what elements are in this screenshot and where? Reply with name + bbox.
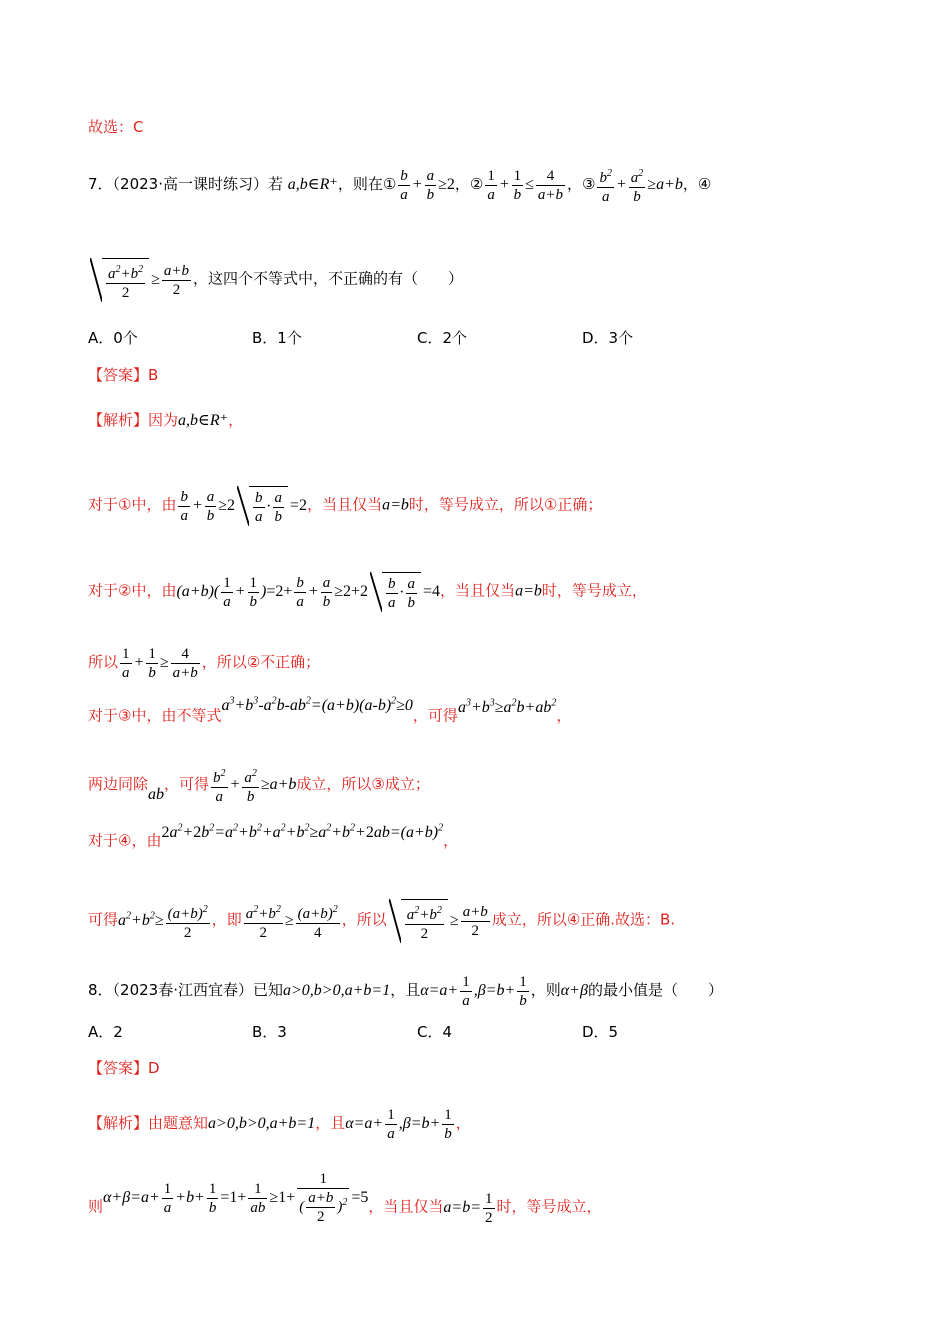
q8-condition: a>0,b>0,a+b=1 — [283, 982, 391, 1000]
q7-l7-mid1: ，即 — [211, 910, 242, 929]
q7-option-d: D．3个 — [582, 329, 634, 347]
q7-l2-post: ，当且仅当 — [440, 581, 516, 600]
q8-option-a: A．2 — [88, 1023, 123, 1041]
q7-l5-pre: 两边同除 — [88, 775, 149, 794]
q7-l6-pre: 对于④，由 — [88, 831, 162, 850]
q7-l1-post: ，当且仅当 — [307, 495, 383, 514]
q8-tail1: ，且 — [390, 981, 421, 1000]
q8-tail2: ，则 — [530, 981, 561, 1000]
q8-number: 8． — [88, 981, 113, 1000]
q7-analysis-line2 — [88, 572, 647, 612]
q7-source: （2023·高一课时练习）若 — [112, 175, 283, 194]
q7-l6-end: ， — [443, 831, 459, 850]
q7-ineq4-prefix: ，④ — [682, 175, 712, 194]
q7-l7-pre: 可得 — [88, 910, 119, 929]
q7-analysis-line4 — [88, 696, 572, 726]
q7-tail1: ，则在① — [337, 175, 397, 194]
q7-analysis-set: a,b∈R⁺ — [178, 412, 229, 429]
q7-l2-formula: (a+b)( $\frac{1}{a}$ + $\frac{1}{b}$ )=2+ $\frac{b}{a}$ + $\frac{a}{b}$ ≥2+2 $\frac{b}{a}$ · $\frac{a}{b}$ =4 — [176, 583, 440, 600]
q7-analysis-line5 — [88, 765, 430, 806]
q7-l7-mid2: ，所以 — [341, 910, 387, 929]
q7-analysis-line7 — [88, 899, 675, 943]
q8-analysis-label: 【解析】由题意知 — [88, 1114, 209, 1133]
q7-l2-pre: 对于②中，由 — [88, 581, 177, 600]
q8-tail3: 的最小值是（ ） — [587, 981, 723, 1000]
q7-l4-post: ，可得 — [412, 706, 458, 725]
q7-tail2: ，这四个不等式中，不正确的有（ ） — [193, 269, 464, 288]
q8-analysis-line1 — [88, 1171, 602, 1236]
q8-source: （2023春·江西宜春）已知 — [112, 981, 283, 1000]
q7-analysis-label: 【解析】因为 — [88, 411, 179, 429]
q7-ineq2: $\frac{1}{a}$ + $\frac{1}{b}$ ≤ $\frac{4}{a+b}$ — [487, 168, 564, 203]
q7-l4-end: ， — [556, 706, 572, 725]
q7-l7-formula1: $a^2+b^2\ge$ $\frac{(a+b)^2}{2}$ — [118, 912, 212, 929]
q7-l2-eq: a=b — [515, 582, 542, 600]
q7-stem — [88, 165, 711, 206]
q8-sum: α+β — [560, 982, 588, 1000]
q7-stem-line2 — [88, 258, 463, 302]
q8-l1-post: ，当且仅当 — [368, 1197, 444, 1216]
q7-ineq3-prefix: ，③ — [567, 175, 596, 194]
q8-answer — [88, 1058, 160, 1078]
q7-ineq3: $\frac{b^2}{a}$ + $\frac{a^2}{b}$ ≥a+b — [595, 176, 682, 193]
q8-l1-end: 时，等号成立， — [496, 1197, 602, 1216]
q7-answer — [88, 365, 158, 385]
q7-answer-label: 【答案】B — [88, 366, 159, 384]
q7-ineq4: $\frac{a^2+b^2}{2}$ ≥ $\frac{a+b}{2}$ — [88, 271, 193, 288]
q8-l1-formula: α+β=a+ $\frac{1}{a}$ +b+ $\frac{1}{b}$ =1+ $\frac{1}{ab}$ ≥1+ 1 ( $\frac{a+b}{2}$ )$^2$ =5 — [103, 1171, 369, 1225]
q7-l1-eq: a=b — [382, 496, 409, 514]
q8-answer-label: 【答案】D — [88, 1059, 160, 1077]
q7-option-b: B．1个 — [252, 329, 302, 347]
q8-analysis-condition: a>0,b>0,a+b=1 — [208, 1115, 316, 1133]
q7-l7-formula3: $\frac{a^2+b^2}{2}$ ≥ $\frac{a+b}{2}$ — [387, 912, 492, 929]
q7-set: a,b∈R⁺ — [287, 176, 338, 194]
q7-l3-pre: 所以 — [88, 653, 119, 672]
q8-analysis-definition: α=a+ $\frac{1}{a}$ ,β=b+ $\frac{1}{b}$ — [345, 1107, 452, 1142]
q8-analysis-intro — [88, 1106, 471, 1143]
q8-analysis-end: ， — [455, 1114, 471, 1133]
previous-answer-line — [88, 117, 143, 137]
q8-option-c: C．4 — [417, 1023, 453, 1041]
q7-l6-formula: $2a^2+2b^2=a^2+b^2+a^2+b^2\ge a^2+b^2+2ab=(a+b)^2$ — [161, 823, 444, 842]
q7-l5-ab: ab — [148, 786, 165, 804]
q7-l4-pre: 对于③中，由不等式 — [88, 706, 222, 725]
q8-analysis-mid: ，且 — [315, 1114, 346, 1133]
q7-l1-pre: 对于①中，由 — [88, 495, 177, 514]
q7-option-a: A．0个 — [88, 329, 138, 347]
q7-l7-end: 成立，所以④正确.故选：B. — [491, 910, 676, 929]
q8-option-d: D．5 — [582, 1023, 619, 1041]
q7-l3-formula: $\frac{1}{a}$ + $\frac{1}{b}$ ≥ $\frac{4}{a+b}$ — [122, 646, 198, 681]
q8-l1-eq: a=b= $\frac{1}{2}$ — [443, 1190, 493, 1226]
q7-l1-formula: $\frac{b}{a}$ + $\frac{a}{b}$ ≥2 $\frac{b}{a}$ · $\frac{a}{b}$ =2 — [176, 497, 307, 514]
q8-stem — [88, 973, 723, 1010]
q8-option-b: B．3 — [252, 1023, 287, 1041]
q7-l1-end: 时，等号成立，所以①正确； — [408, 495, 603, 514]
q8-definition: α=a+ $\frac{1}{a}$ ,β=b+ $\frac{1}{b}$ — [420, 974, 527, 1009]
q7-l3-post: ，所以②不正确； — [201, 653, 321, 672]
q7-l2-end: 时，等号成立， — [541, 581, 647, 600]
q7-l7-formula2: $\frac{a^2+b^2}{2}$ ≥ $\frac{(a+b)^2}{4}$ — [242, 912, 342, 929]
q7-number: 7． — [88, 175, 113, 194]
q7-analysis-line6 — [88, 823, 459, 851]
q7-l5-formula: $\frac{b^2}{a}$ + $\frac{a^2}{b}$ ≥a+b — [209, 776, 296, 793]
q8-l1-pre: 则 — [88, 1197, 104, 1216]
q7-analysis-line1 — [88, 486, 602, 526]
q7-analysis-line3 — [88, 645, 320, 682]
q7-l5-mid: ，可得 — [164, 775, 210, 794]
q7-ineq1: $\frac{b}{a}$ + $\frac{a}{b}$ ≥2 — [400, 168, 455, 203]
q7-l4-formula: $a^3+b^3-a^2b-ab^2=(a+b)(a-b)^2\ge 0$ — [221, 696, 413, 715]
q7-analysis-intro — [88, 410, 243, 431]
q7-analysis-cond: ， — [228, 411, 244, 429]
q7-l5-end: 成立，所以③成立； — [296, 775, 430, 794]
q7-ineq2-prefix: ，② — [454, 175, 484, 194]
q7-l4-result: $a^3+b^3\ge a^2b+ab^2$ — [457, 698, 557, 717]
previous-answer-text: 故选：C — [88, 118, 144, 136]
q7-option-c: C．2个 — [417, 329, 468, 347]
